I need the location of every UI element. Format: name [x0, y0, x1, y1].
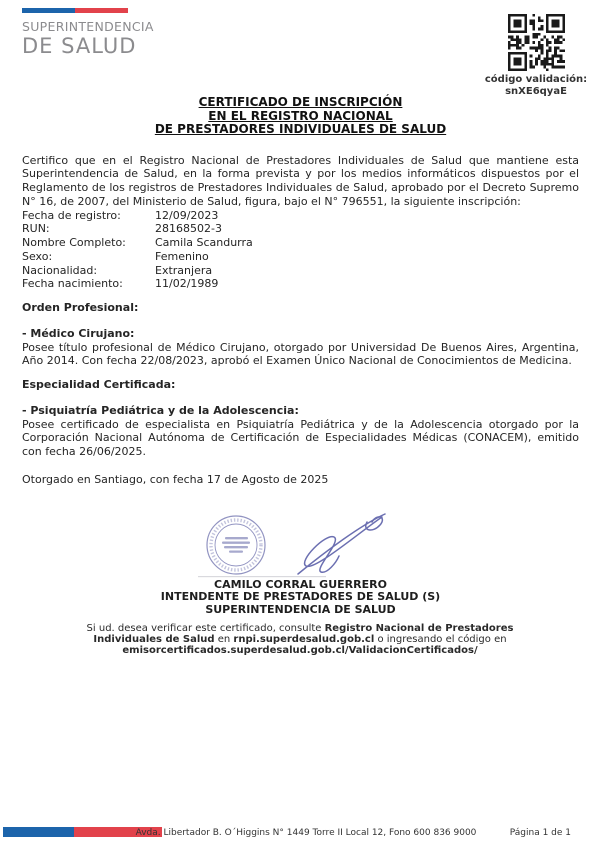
footer-address: Avda. Libertador B. O´Higgins N° 1449 Torre II Local 12, Fono 600 836 9000: [135, 828, 477, 838]
title-line-2: EN EL REGISTRO NACIONAL: [208, 108, 393, 123]
field-row-fecha-nacimiento: [22, 277, 579, 291]
flag-red-segment: [75, 8, 128, 13]
verify-text-3: o ingresando el código en: [374, 633, 507, 645]
flag-blue-segment: [3, 827, 74, 837]
field-label: RUN:: [22, 222, 50, 236]
field-value: Camila Scandurra: [155, 236, 253, 250]
field-row-sexo: [22, 250, 579, 264]
issued-line: Otorgado en Santiago, con fecha 17 de Agosto de 2025: [22, 473, 329, 487]
section-body-orden-profesional: Posee título profesional de Médico Cirujano, otorgado por Universidad De Buenos Aires, Argentina, Año 2014. Con fecha 22/08/2023, aprobó el Examen Único Nacional de Conocimientos de Medicina.: [22, 340, 579, 368]
flag-blue-segment: [22, 8, 75, 13]
section-heading-orden-profesional: Orden Profesional:: [22, 300, 139, 314]
signatory-org: SUPERINTENDENCIA DE SALUD: [205, 602, 396, 616]
field-row-fecha-registro: [22, 209, 579, 223]
qr-validation-block: [484, 14, 588, 98]
verify-text-2: en: [214, 633, 234, 645]
field-value: Femenino: [155, 249, 209, 263]
registry-fields: [22, 209, 579, 291]
certificate-body: [22, 96, 579, 487]
signatory-name: CAMILO CORRAL GUERRERO: [214, 578, 387, 591]
section-body-especialidad: Posee certificado de especialista en Psiquiatría Pediátrica y de la Adolescencia otorgado por la Corporación Nacional Autónoma de Certificación de Especialidades Médicas (CONACEM), emitido con fecha 26/06/2025.: [22, 417, 579, 459]
field-value: 28168502-3: [155, 222, 222, 236]
field-row-run: [22, 222, 579, 236]
field-label: Sexo:: [22, 249, 53, 263]
field-label: Nacionalidad:: [22, 263, 98, 277]
field-label: Fecha nacimiento:: [22, 277, 123, 291]
verify-bold-validation-url: emisorcertificados.superdesalud.gob.cl/ValidacionCertificados/: [122, 644, 478, 656]
intro-paragraph: Certifico que en el Registro Nacional de Prestadores Individuales de Salud que mantiene esta Superintendencia de Salud, en la forma prevista y por los medios informáticos dispuestos por el Reglamento de los registros de Prestadores Individuales de Salud, aprobado por el Decreto Supremo N° 16, de 2007, del Ministerio de Salud, figura, bajo el N° 796551, la siguiente inscripción:: [22, 153, 579, 208]
field-row-nombre: [22, 236, 579, 250]
field-row-nacionalidad: [22, 264, 579, 278]
logo: [22, 8, 154, 58]
field-value: Extranjera: [155, 263, 213, 277]
verify-bold-rnpi-url: rnpi.superdesalud.gob.cl: [233, 633, 375, 645]
field-value: 12/09/2023: [155, 208, 219, 222]
verification-note: [85, 624, 515, 657]
section-item-medico-cirujano: - Médico Cirujano:: [22, 326, 135, 340]
qr-caption-label: código validación:: [484, 74, 588, 85]
signatory-block: [0, 579, 601, 616]
field-label: Fecha de registro:: [22, 208, 121, 222]
logo-text-line2: DE SALUD: [22, 34, 137, 58]
title-line-3: DE PRESTADORES INDIVIDUALES DE SALUD: [154, 122, 447, 136]
verify-bold-registry: Registro Nacional de Prestadores Individuales de Salud: [93, 623, 514, 645]
stamp-and-signature-icon: [186, 511, 416, 579]
page-indicator: Página 1 de 1: [509, 828, 571, 838]
logo-text-line1: SUPERINTENDENCIA: [22, 19, 154, 34]
signatory-role: INTENDENTE DE PRESTADORES DE SALUD (S): [160, 590, 441, 604]
logo-flag-bar: [22, 8, 128, 13]
verify-text-1: Si ud. desea verificar este certificado, consulte: [86, 623, 325, 634]
section-item-psiquiatria: - Psiquiatría Pediátrica y de la Adolescencia:: [22, 403, 299, 417]
field-value: 11/02/1989: [155, 277, 219, 291]
qr-code-icon: [508, 14, 565, 71]
field-label: Nombre Completo:: [22, 236, 126, 250]
section-heading-especialidad: Especialidad Certificada:: [22, 378, 176, 392]
title-line-1: CERTIFICADO DE INSCRIPCIÓN: [198, 95, 403, 109]
validation-code: snXE6qyaE: [505, 86, 567, 97]
certificate-title: [22, 96, 579, 137]
signature-area: [0, 511, 601, 583]
